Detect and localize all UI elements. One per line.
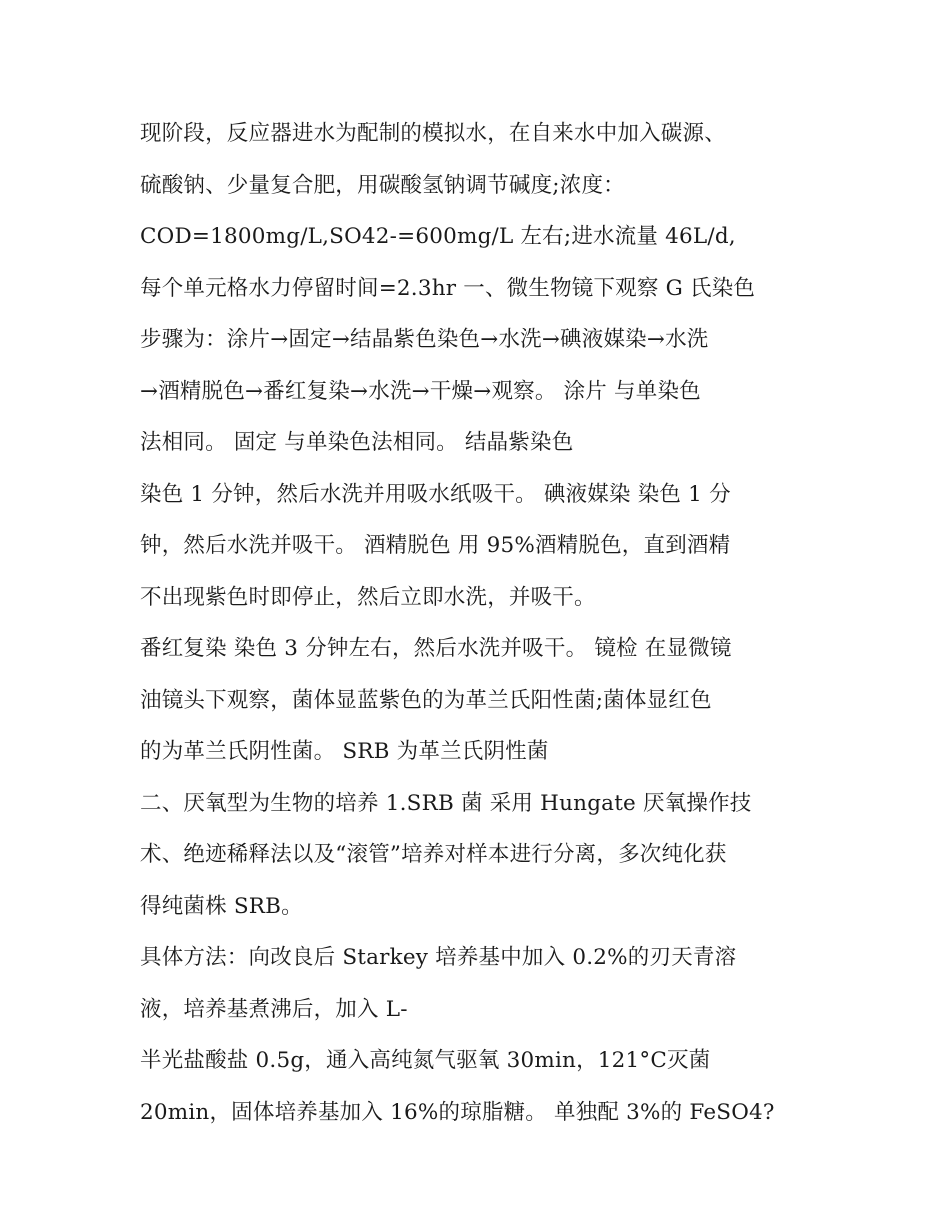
text-line: 法相同。 固定 与单染色法相同。 结晶紫染色 bbox=[140, 430, 574, 455]
text-line: COD=1800mg/L,SO42-=600mg/L 左右;进水流量 46L/d, bbox=[140, 224, 736, 249]
text-line: 液，培养基煮沸后，加入 L- bbox=[140, 996, 408, 1022]
text-line: 具体方法：向改良后 Starkey 培养基中加入 0.2%的刃天青溶 bbox=[140, 945, 737, 970]
text-line: 得纯菌株 SRB。 bbox=[140, 893, 303, 919]
text-line: 硫酸钠、少量复合肥，用碳酸氢钠调节碱度;浓度： bbox=[140, 172, 625, 198]
text-line: →酒精脱色→番红复染→水洗→干燥→观察。 涂片 与单染色 bbox=[140, 378, 701, 404]
text-line: 二、厌氧型为生物的培养 1.SRB 菌 采用 Hungate 厌氧操作技 bbox=[140, 790, 752, 816]
body-text bbox=[140, 108, 830, 1138]
text-line: 番红复染 染色 3 分钟左右，然后水洗并吸干。 镜检 在显微镜 bbox=[140, 636, 732, 661]
text-line: 不出现紫色时即停止，然后立即水洗，并吸干。 bbox=[140, 584, 596, 610]
text-line: 钟，然后水洗并吸干。 酒精脱色 用 95%酒精脱色，直到酒精 bbox=[140, 533, 731, 558]
text-line: 半光盐酸盐 0.5g，通入高纯氮气驱氧 30min，121°C灭菌 bbox=[140, 1048, 711, 1073]
text-line: 现阶段，反应器进水为配制的模拟水，在自来水中加入碳源、 bbox=[140, 121, 726, 146]
text-line: 的为革兰氏阴性菌。 SRB 为革兰氏阴性菌 bbox=[140, 739, 549, 764]
text-line: 每个单元格水力停留时间=2.3hr 一、微生物镜下观察 G 氏染色 bbox=[140, 275, 756, 301]
text-line: 步骤为：涂片→固定→结晶紫色染色→水洗→碘液媒染→水洗 bbox=[140, 327, 709, 352]
text-line: 染色 1 分钟，然后水洗并用吸水纸吸干。 碘液媒染 染色 1 分 bbox=[140, 481, 731, 507]
text-line: 油镜头下观察，菌体显蓝紫色的为革兰氏阳性菌;菌体显红色 bbox=[140, 687, 712, 713]
text-line: 术、绝迹稀释法以及“滚管”培养对样本进行分离，多次纯化获 bbox=[140, 842, 727, 867]
text-line: 20min，固体培养基加入 16%的琼脂糖。 单独配 3%的 FeSO4? bbox=[140, 1099, 775, 1125]
